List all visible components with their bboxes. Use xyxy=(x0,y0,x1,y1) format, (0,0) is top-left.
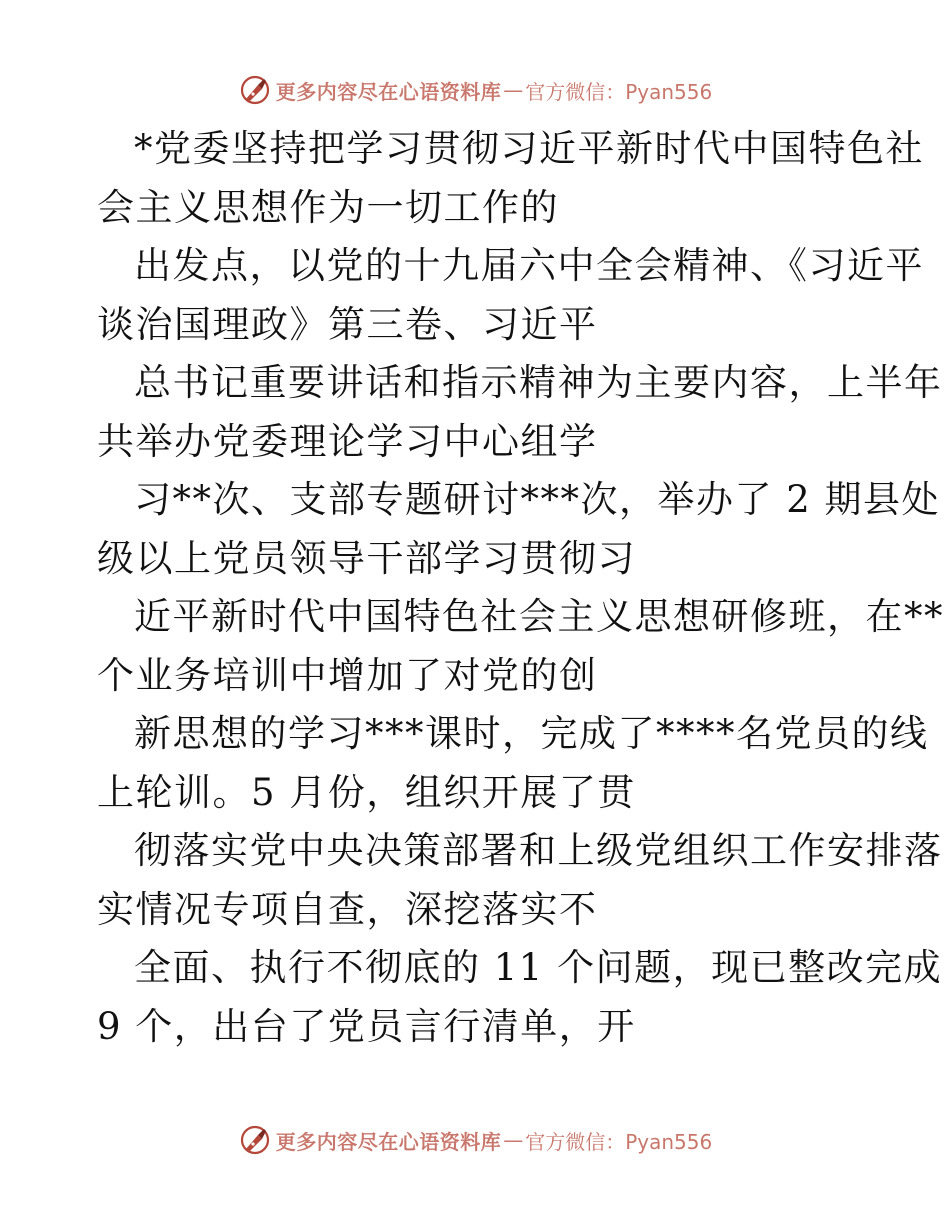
body-line: 9 个，出台了党员言行清单，开 xyxy=(97,1004,636,1048)
body-line: 共举办党委理论学习中心组学 xyxy=(97,419,598,463)
body-line: 谈治国理政》第三卷、习近平 xyxy=(97,302,598,346)
watermark-separator: — xyxy=(503,1128,524,1152)
body-line: 新思想的学习***课时，完成了****名党员的线 xyxy=(134,712,929,755)
body-line: 会主义思想作为一切工作的 xyxy=(97,185,559,229)
watermark-separator: — xyxy=(503,78,524,102)
body-line: 实情况专项自查，深挖落实不 xyxy=(97,887,598,931)
watermark-header xyxy=(0,70,950,110)
body-line: 习**次、支部专题研讨***次，举办了 2 期县处 xyxy=(134,478,941,521)
watermark-text: 更多内容尽在心语资料库 xyxy=(275,79,502,104)
body-line: 个业务培训中增加了对党的创 xyxy=(97,653,598,697)
watermark-footer xyxy=(0,1120,950,1160)
body-line: 级以上党员领导干部学习贯彻习 xyxy=(97,536,636,580)
body-line: *党委坚持把学习贯彻习近平新时代中国特色社 xyxy=(134,127,924,170)
watermark-wechat: 官方微信：Pyan556 xyxy=(525,1129,713,1154)
document-body xyxy=(97,120,944,1056)
body-line: 出发点，以党的十九届六中全会精神、《习近平 xyxy=(134,244,924,287)
body-line: 彻落实党中央决策部署和上级党组织工作安排落 xyxy=(134,829,943,872)
pen-nib-logo-icon xyxy=(238,73,272,107)
body-line: 近平新时代中国特色社会主义思想研修班，在** xyxy=(134,595,944,638)
watermark-text: 更多内容尽在心语资料库 xyxy=(275,1129,502,1154)
body-line: 总书记重要讲话和指示精神为主要内容，上半年 xyxy=(134,361,943,404)
watermark-wechat: 官方微信：Pyan556 xyxy=(525,79,713,104)
body-line: 上轮训。5 月份，组织开展了贯 xyxy=(97,770,636,814)
body-line: 全面、执行不彻底的 11 个问题，现已整改完成 xyxy=(134,946,943,989)
pen-nib-logo-icon xyxy=(238,1123,272,1157)
